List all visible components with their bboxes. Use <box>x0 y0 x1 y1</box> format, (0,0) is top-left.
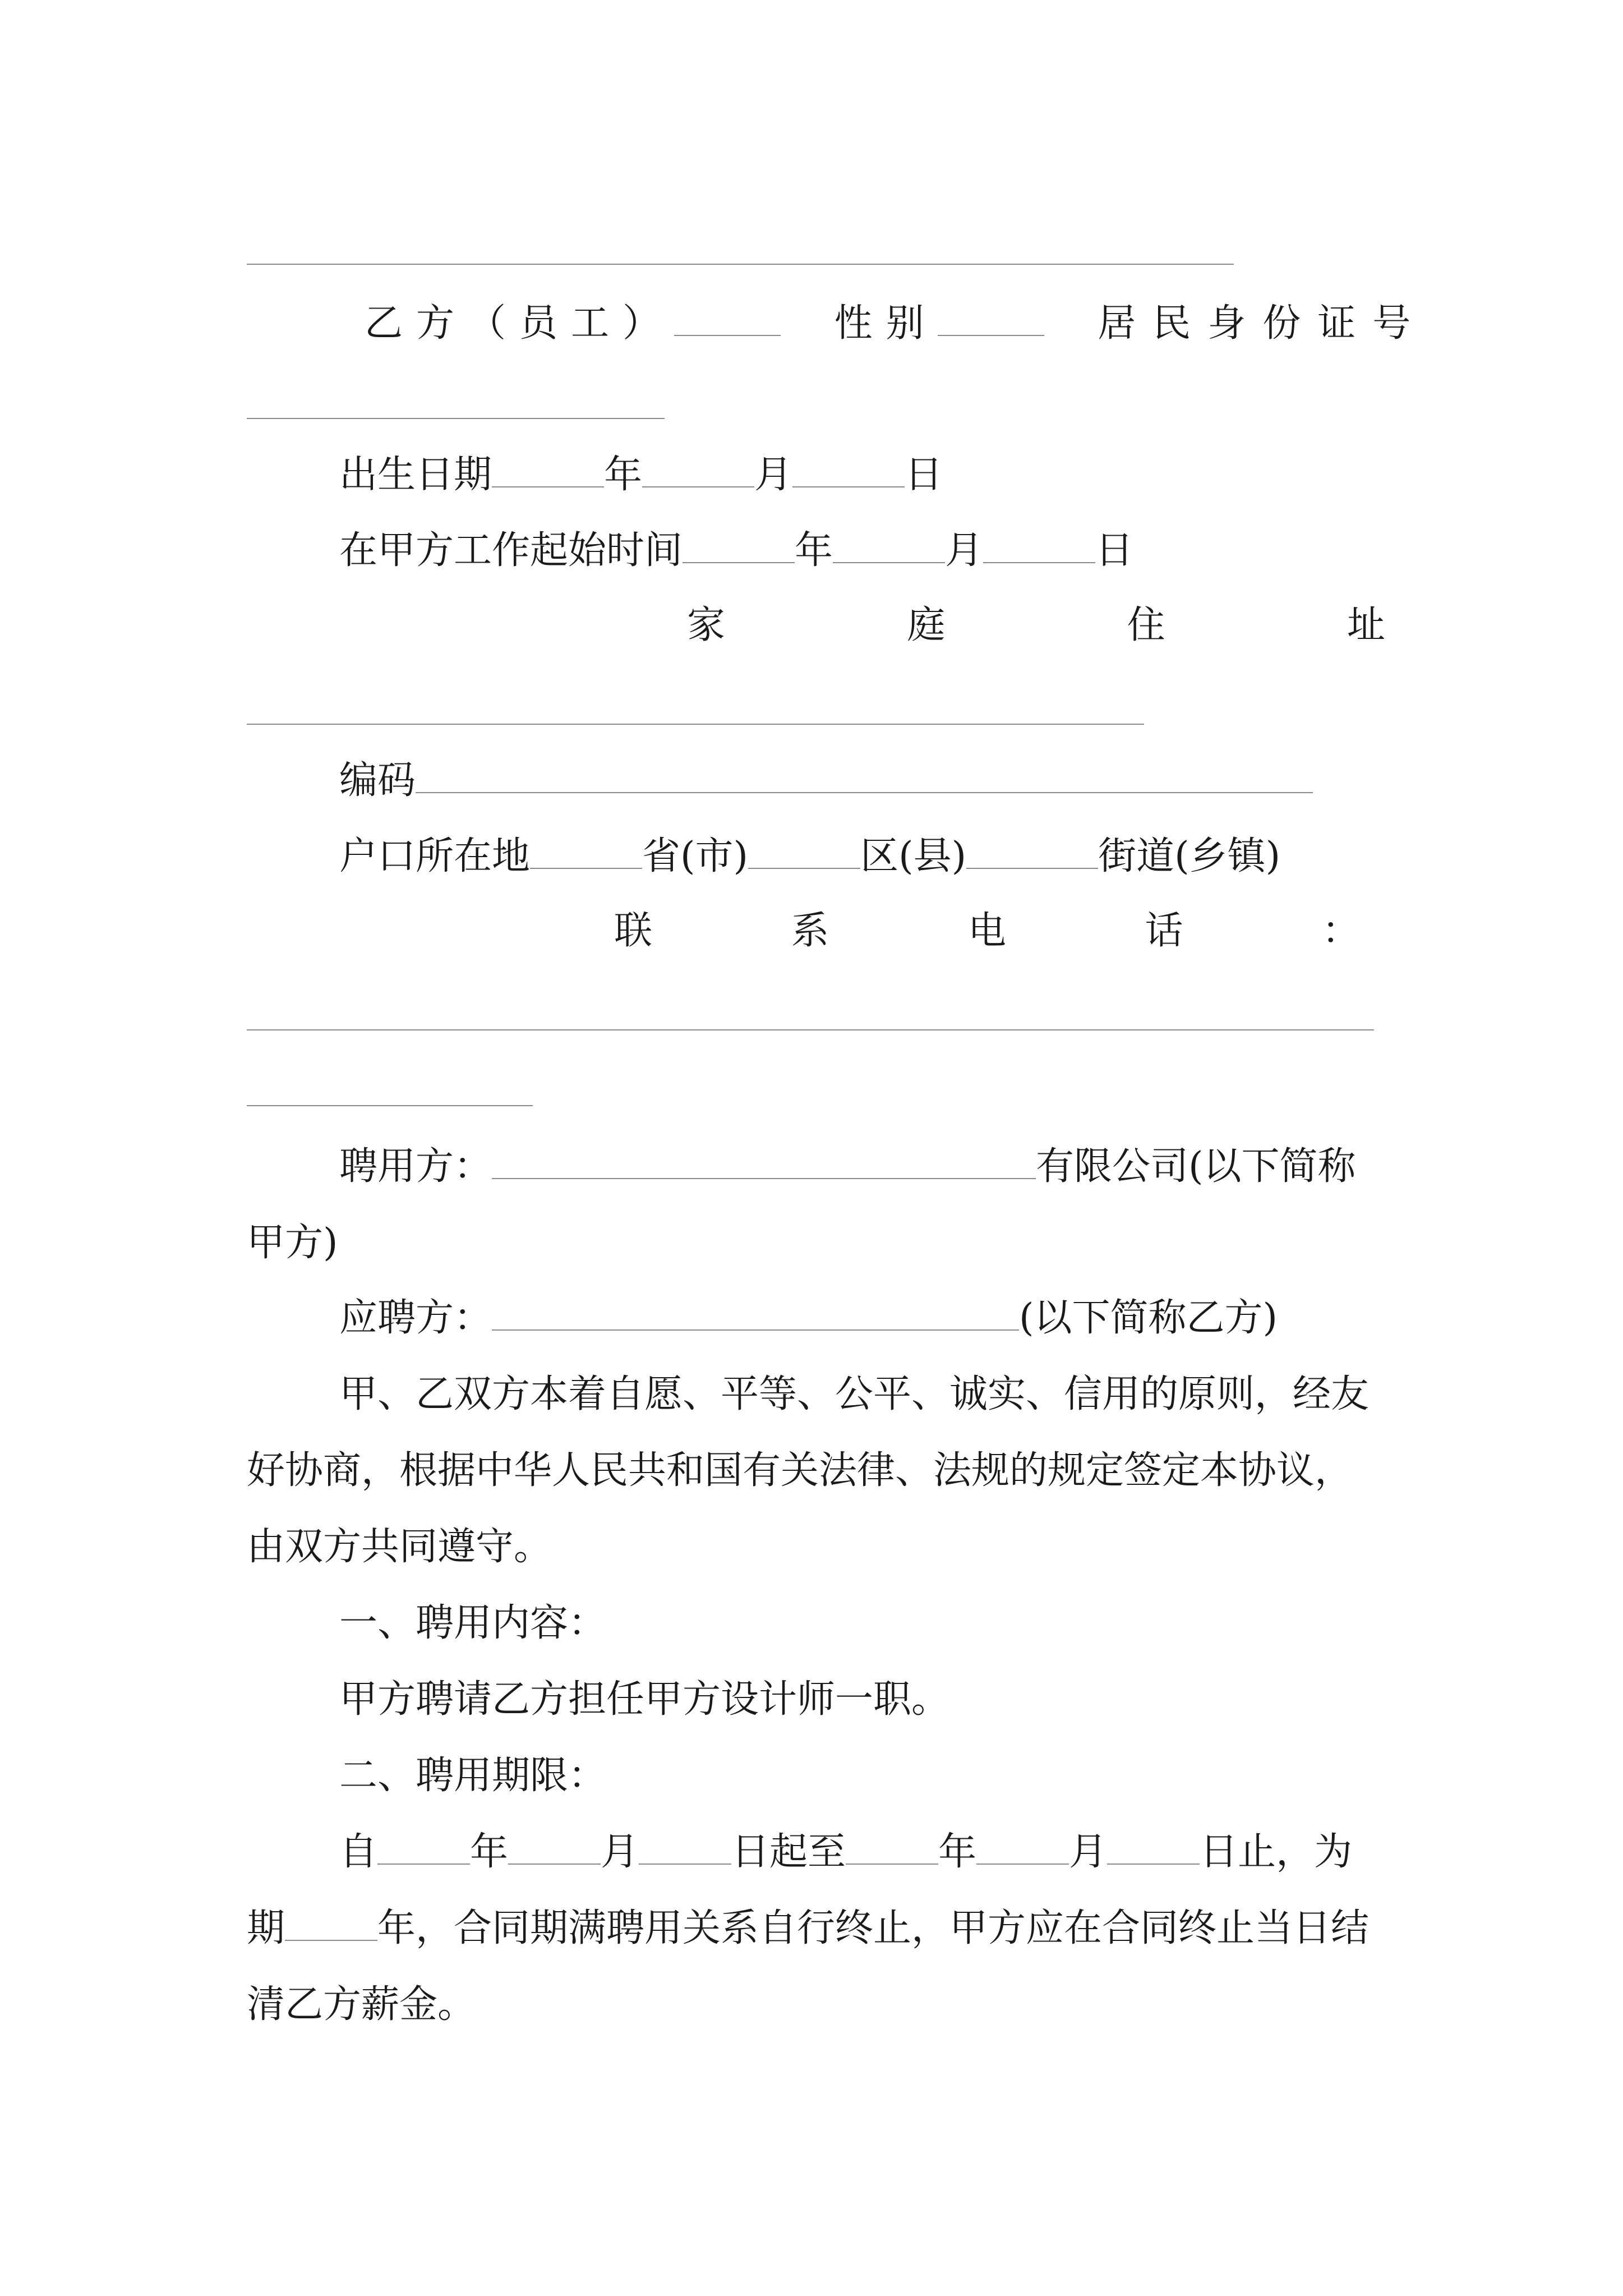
phone-char-4: 话 <box>1145 909 1183 953</box>
home-address-label <box>687 603 1385 648</box>
home-address-char-2: 庭 <box>907 603 946 647</box>
id-number-blank[interactable] <box>247 418 665 419</box>
phone-blank-1[interactable] <box>247 1029 1374 1030</box>
home-address-char-3: 住 <box>1127 603 1165 647</box>
birth-month-blank[interactable] <box>642 452 754 487</box>
birth-date-line <box>339 452 943 498</box>
start-day-label: 日 <box>1095 528 1134 573</box>
province-label: 省(市) <box>642 834 749 878</box>
employer-name-blank[interactable] <box>492 1143 1036 1179</box>
id-number-label: 居民身份证号 <box>1098 301 1428 346</box>
phone-char-3: 电 <box>967 909 1006 953</box>
start-day-blank[interactable] <box>983 527 1095 563</box>
start-date-label: 在甲方工作起始时间 <box>339 528 683 573</box>
start-month-label: 月 <box>945 528 984 573</box>
home-address-char-4: 址 <box>1347 603 1385 647</box>
section-2-body <box>247 1814 1385 2043</box>
name-blank[interactable] <box>674 300 781 336</box>
birth-month-label: 月 <box>754 453 793 497</box>
section-1-body: 甲方聘请乙方担任甲方设计师一职。 <box>339 1677 950 1722</box>
section-1-heading: 一、聘用内容： <box>339 1601 607 1645</box>
preamble-paragraph: 甲、乙双方本着自愿、平等、公平、诚实、信用的原则，经友好协商，根据中华人民共和国有关法律、法规的规定签定本协议，由双方共同遵守。 <box>247 1372 1370 1569</box>
employee-suffix: (以下简称乙方) <box>1019 1296 1278 1340</box>
employee-paragraph <box>247 1280 1385 1356</box>
term-start-month-blank[interactable] <box>508 1829 601 1865</box>
phone-char-1: 联 <box>614 909 653 953</box>
term-length-blank[interactable] <box>285 1905 377 1941</box>
phone-colon: ： <box>1321 909 1360 953</box>
section-2-heading: 二、聘用期限： <box>339 1754 607 1798</box>
postcode-label: 编码 <box>339 758 416 803</box>
gender-label: 性别 <box>834 301 938 346</box>
term-end-day-blank[interactable] <box>1107 1829 1200 1865</box>
term-start-year-label: 年 <box>470 1830 509 1874</box>
birth-year-blank[interactable] <box>492 452 604 487</box>
birth-day-blank[interactable] <box>792 452 905 487</box>
start-year-blank[interactable] <box>683 527 795 563</box>
term-end-month-label: 月 <box>1069 1830 1108 1874</box>
postcode-blank[interactable] <box>416 757 1313 793</box>
term-end-year-label: 年 <box>938 1830 977 1874</box>
start-year-label: 年 <box>795 528 833 573</box>
employee-applicant-label: 应聘方： <box>339 1296 492 1340</box>
postcode-line <box>339 757 1313 803</box>
top-fill-line <box>247 264 1234 265</box>
home-address-char-1: 家 <box>687 603 726 647</box>
employer-label: 聘用方： <box>339 1144 492 1189</box>
birth-day-label: 日 <box>905 453 943 497</box>
street-blank[interactable] <box>966 833 1098 869</box>
birth-year-label: 年 <box>604 453 643 497</box>
employer-suffix: 有限公司(以下简称甲方) <box>247 1144 1356 1265</box>
home-address-blank[interactable] <box>247 724 1144 725</box>
term-end-year-blank[interactable] <box>846 1829 938 1865</box>
district-label: 区(县) <box>860 834 967 878</box>
district-blank[interactable] <box>748 833 860 869</box>
gender-blank[interactable] <box>938 300 1044 336</box>
term-end-month-blank[interactable] <box>976 1829 1069 1865</box>
term-from-label: 自 <box>339 1830 378 1874</box>
birth-date-label: 出生日期 <box>339 453 492 497</box>
phone-blank-2[interactable] <box>247 1105 533 1106</box>
term-start-day-label: 日起至 <box>731 1830 846 1874</box>
term-rest-text: 年，合同期满聘用关系自行终止，甲方应在合同终止当日结清乙方薪金。 <box>247 1906 1370 2027</box>
phone-label <box>614 909 1360 954</box>
hukou-label: 户口所在地 <box>339 834 531 878</box>
hukou-line <box>339 833 1280 879</box>
start-month-blank[interactable] <box>833 527 945 563</box>
term-start-month-label: 月 <box>601 1830 639 1874</box>
employee-label: 乙方（员工） <box>365 301 675 346</box>
employee-name-blank[interactable] <box>492 1295 1019 1331</box>
street-label: 街道(乡镇) <box>1098 834 1281 878</box>
term-start-day-blank[interactable] <box>639 1829 731 1865</box>
phone-char-2: 系 <box>791 909 829 953</box>
start-date-line <box>339 527 1133 573</box>
employer-paragraph <box>247 1129 1385 1281</box>
employee-info-line <box>365 300 1427 346</box>
province-blank[interactable] <box>530 833 642 869</box>
term-start-year-blank[interactable] <box>377 1829 470 1865</box>
term-end-day-label: 日止，为期 <box>247 1830 1353 1950</box>
